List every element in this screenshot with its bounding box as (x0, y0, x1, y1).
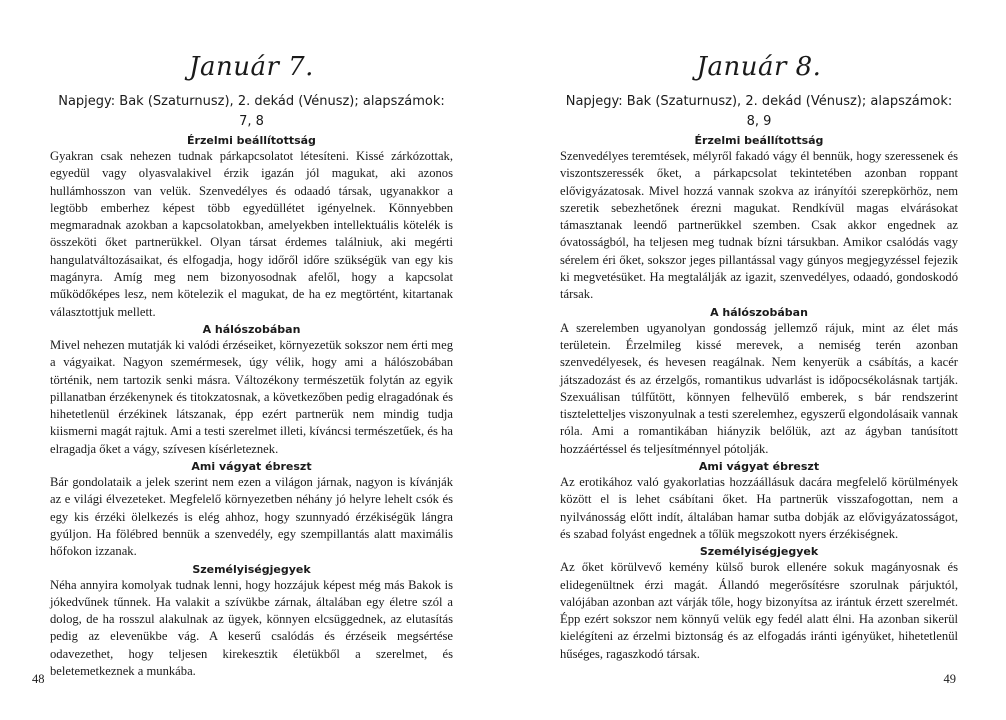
section-paragraph: Néha annyira komolyak tudnak lenni, hogy hozzájuk képest még más Bakok is jókedvűnek tűnnek. Ha valakit a szívükbe zárnak, általában egy életre szól a dolog, de ha rosszul alakulnak az ügyek, könnyen elcsüggednek, az elutasítás pedig az elevenükbe vág. A keserű csalódás és érzéseik megsértése odavezethet, hogy teljesen kirekesztik életükből a szerelmet, és beletemetkeznek a munkába. (50, 577, 453, 679)
section-paragraph: Az erotikához való gyakorlatias hozzáállásuk dacára megfelelő körülmények között el is lehet csábítani őket. Ha partnerük visszafogottan, nem a nyilvánosság előtt indít, általában hamar sutba dobják az elővigyázatosságot, és szabad folyást engednek a tőlük megszokott nyers érzékiségnek. (560, 475, 958, 541)
page-body (50, 133, 453, 680)
page-number: 49 (943, 672, 956, 686)
section-heading: Érzelmi beállítottság (694, 134, 824, 147)
section-paragraph: Bár gondolataik a jelek szerint nem ezen a világon járnak, nagyon is kívánják az e világi élvezeteket. Megfelelő környezetben néhány jó helyre lehelt csók és egy kis érzéki ölelkezés is elég ahhoz, hogy szunnyadó érzékiségük lángra gyúljon. Ha fölébred bennük a szenvedély, egy szempillantás alatt maximális hőfokon izzanak. (50, 475, 453, 559)
section-paragraph: A szerelemben ugyanolyan gondosság jellemző rájuk, mint az élet más területein. Érzelmileg kissé merevek, a nemiség terén azonban szenvedélyesek, és hevesen reagálnak. Nem kenyerük a csábítás, a kacér játszadozást és az érzelgős, romantikus udvarlást is időpocsékolásnak tartják. Szexuálisan túlfűtött, könnyen felhevülő emberek, s bár rendszerint tiszteletteljes viszonyulnak a testi szerelemhez, egyszerű elgondolásaik vannak róla. Ami a romantikában hiányzik belőlük, azt az ágyban tanúsított hozzáértéssel és teljesítménnyel pótolják. (560, 320, 958, 456)
section-heading: A hálószobában (710, 305, 808, 319)
section-heading: Személyiségjegyek (192, 562, 311, 576)
section-paragraph: Az őket körülvevő kemény külső burok ellenére sokuk magányosnak és elidegenültnek érzi magát. Állandó megerősítésre szorulnak párjuktól, valójában azonban azt várják tőle, hogy bizonyítsa az irántuk érzett szerelmét. Épp ezért sokszor nem könnyű velük egy fedél alatt élni. Ha azonban sikerül kielégíteni az érzelmi biztonság és az elfogadás iránti igényüket, hihetetlenül hűséges, ragaszkodó társak. (560, 560, 958, 661)
date-title: Január 7. (189, 52, 314, 82)
date-title: Január 8. (696, 52, 822, 82)
page-body (560, 133, 958, 663)
section-paragraph: Mivel nehezen mutatják ki valódi érzéseiket, környezetük sokszor nem érti meg a vágyaikat. Nagyon szemérmesek, úgy vélik, hogy ami a hálószobában történik, nem tartozik senki másra. Változékony természetük folytán az egyik pillanatban érzékenynek és titokzatosnak, a következőben pedig elragadónak és hihetetlenül érzékinek látszanak, épp ezért partnerük nem mindig tudja kiismerni magát rajtuk. Ami a testi szerelmet illeti, kíváncsi természetűek, és ha elragadja őket a vágy, szívesen kísérleteznek. (50, 337, 453, 456)
section-heading: Ami vágyat ébreszt (191, 460, 312, 474)
zodiac-subtitle: Napjegy: Bak (Szaturnusz), 2. dekád (Vénusz); alapszámok: 8, 9 (565, 94, 953, 129)
section-paragraph: Szenvedélyes teremtések, mélyről fakadó vágy él bennük, hogy szeressenek és viszontszeressék őket, a párkapcsolat tekintetében azonban roppant elővigyázatosak. Mivel hozzá vannak szokva az irányítói szerepkörhöz, nem szeretik sebezhetőnek érezni magukat. Rendkívül magas elvárásokat támasztanak leendő partnerükkel szemben. Csak akkor engednek az óvatosságból, ha teljesen meg tudnak bízni társukban. Amikor csalódás vagy sérelem éri őket, sokszor jeges pillantással vagy gúnyos megjegyzéssel fejezik ki megvetésüket. Ha megtalálják az igazit, szenvedélyes, odaadó, gondoskodó társak. (560, 149, 958, 302)
right-page (503, 0, 1006, 720)
page-number: 48 (32, 672, 45, 686)
section-heading: Személyiségjegyek (699, 545, 819, 559)
section-heading: Ami vágyat ébreszt (698, 460, 820, 474)
section-heading: A hálószobában (202, 322, 301, 336)
section-paragraph: Gyakran csak nehezen tudnak párkapcsolatot létesíteni. Kissé zárkózottak, egyedül vagy olyasvalakivel érzik igazán jól magukat, aki azonos hullámhosszon van velük. Szenvedélyes és odaadó társak, ugyanakkor a legtöbb emberhez képest több egyedüllétet igényelnek. Könnyebben megmaradnak azokban a kapcsolatokban, amelyekben intellektuális kötelék is összeköti őket partnerükkel. Olyan társat érdemes találniuk, aki megérti hangulatváltozásaikat, és elfogadja, hogy időről időre szükségük van egy kis magányra. Amíg meg nem bizonyosodnak afelől, hogy a kapcsolat működőképes lesz, nem kötelezik el magukat, de ha ez megtörtént, kitartanak választottjuk mellett. (50, 149, 453, 319)
section-heading: Érzelmi beállítottság (187, 134, 316, 147)
zodiac-subtitle: Napjegy: Bak (Szaturnusz), 2. dekád (Vénusz); alapszámok: 7, 8 (58, 94, 445, 129)
